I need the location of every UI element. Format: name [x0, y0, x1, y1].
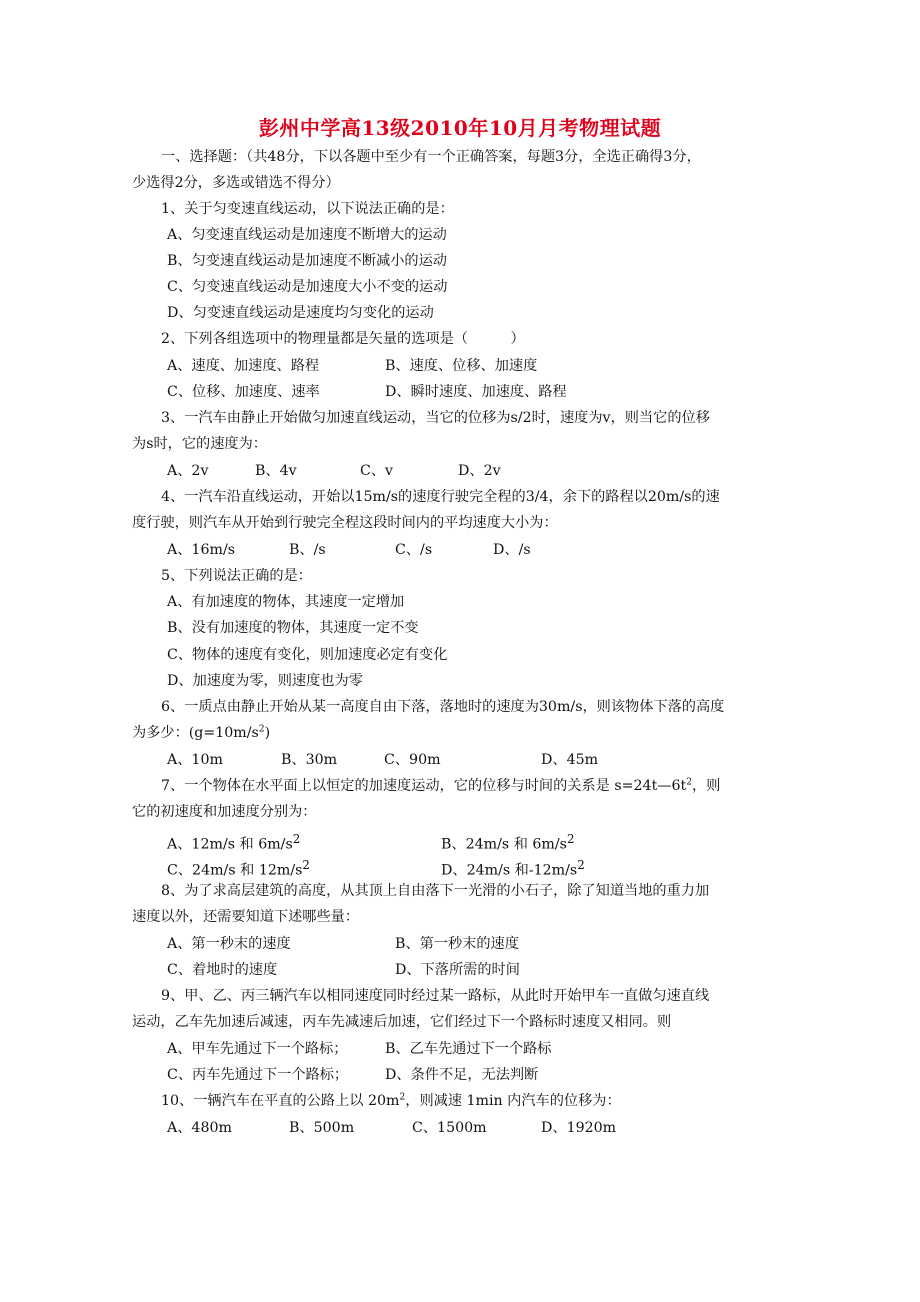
q9-option-b: B、乙车先通过下一个路标	[385, 1041, 552, 1057]
q8-options-row2	[167, 960, 767, 980]
q10-options-row	[167, 1118, 767, 1138]
q9-options-row2	[167, 1065, 767, 1085]
q1-option-c: C、匀变速直线运动是加速度大小不变的运动	[167, 279, 448, 295]
q10-stem-end: ，则减速 1min 内汽车的位移为：	[405, 1093, 621, 1109]
q8-stem-line1: 8、为了求高层建筑的高度，从其顶上自由落下一光滑的小石子，除了知道当地的重力加	[161, 883, 710, 899]
q3-option-b: B、4v	[255, 463, 297, 479]
q5-option-a: A、有加速度的物体，其速度一定增加	[167, 594, 405, 610]
q4-option-c: C、/s	[395, 542, 433, 558]
q9-option-c: C、丙车先通过下一个路标；	[167, 1067, 349, 1083]
q1-option-a: A、匀变速直线运动是加速度不断增大的运动	[167, 227, 447, 243]
q4-option-a: A、16m/s	[167, 542, 236, 558]
q7-options-row2	[167, 855, 787, 879]
q6-option-b: B、30m	[281, 752, 338, 768]
q6-option-d: D、45m	[541, 752, 599, 768]
q8-stem-line2: 速度以外，还需要知道下述哪些量：	[132, 909, 360, 925]
q6-stem-text: 为多少：(g=10m/s	[132, 725, 259, 741]
q7-option-b-exponent: 2	[566, 832, 575, 846]
q7-option-c-exponent: 2	[302, 858, 310, 872]
q10-option-a: A、480m	[167, 1120, 232, 1136]
q2-option-a: A、速度、加速度、路程	[167, 358, 320, 374]
q10-option-c: C、1500m	[412, 1120, 487, 1136]
q4-option-d: D、/s	[493, 542, 531, 558]
q4-stem-line1: 4、一汽车沿直线运动，开始以15m/s的速度行驶完全程的3/4，余下的路程以20m/s的速	[161, 489, 720, 505]
q8-option-b: B、第一秒末的速度	[395, 936, 519, 952]
q6-option-c: C、90m	[384, 752, 441, 768]
q5-option-b: B、没有加速度的物体，其速度一定不变	[167, 620, 419, 636]
q7-option-d-text: D、24m/s 和-12m/s	[441, 862, 578, 879]
q2-option-c: C、位移、加速度、速率	[167, 384, 320, 400]
q6-stem-line2	[132, 723, 270, 743]
q7-stem-exponent: 2	[686, 777, 692, 788]
q5-stem: 5、下列说法正确的是：	[161, 568, 312, 584]
q4-stem-line2: 度行驶，则汽车从开始到行驶完全程这段时间内的平均速度大小为：	[132, 515, 558, 531]
q10-stem-exponent: 2	[399, 1092, 406, 1103]
q7-option-a-text: A、12m/s 和 6m/s	[167, 836, 293, 853]
q7-stem-text: 7、一个物体在水平面上以恒定的加速度运动，它的位移与时间的关系是 s=24t—6t	[161, 778, 687, 794]
q7-option-c-text: C、24m/s 和 12m/s	[167, 862, 303, 879]
q3-stem-line2: 为s时，它的速度为：	[132, 436, 267, 452]
q7-stem-end: ，则	[691, 778, 721, 794]
q6-stem-close: )	[264, 725, 271, 741]
q10-option-d: D、1920m	[541, 1120, 617, 1136]
q2-option-d: D、瞬时速度、加速度、路程	[385, 384, 567, 400]
q3-option-a: A、2v	[167, 463, 209, 479]
q6-option-a: A、10m	[167, 752, 223, 768]
q7-stem-line1	[161, 776, 720, 796]
q2-option-b: B、速度、位移、加速度	[385, 358, 538, 374]
q4-options-row	[167, 540, 767, 560]
q4-option-b: B、/s	[289, 542, 326, 558]
q9-option-d: D、条件不足，无法判断	[385, 1067, 539, 1083]
q1-option-d: D、匀变速直线运动是速度均匀变化的运动	[167, 305, 434, 321]
q5-option-c: C、物体的速度有变化，则加速度必定有变化	[167, 647, 448, 663]
q7-option-d	[441, 855, 585, 881]
q9-option-a: A、甲车先通过下一个路标；	[167, 1041, 348, 1057]
q2-options-row2	[167, 382, 767, 402]
exam-title: 彭州中学高13级2010年10月月考物理试题	[258, 116, 662, 140]
q9-stem-line1: 9、甲、乙、丙三辆汽车以相同速度同时经过某一路标，从此时开始甲车一直做匀速直线	[161, 988, 710, 1004]
q7-option-b	[441, 829, 574, 855]
q3-option-c: C、v	[360, 463, 394, 479]
q8-option-a: A、第一秒末的速度	[167, 936, 291, 952]
q7-stem-line2: 它的初速度和加速度分别为：	[132, 804, 317, 820]
q8-options-row1	[167, 934, 767, 954]
q10-stem	[161, 1091, 621, 1111]
section-heading-line1: 一、选择题：（共48分，下以各题中至少有一个正确答案，每题3分，全选正确得3分，	[161, 149, 701, 165]
q10-stem-text: 10、一辆汽车在平直的公路上以 20m	[161, 1093, 400, 1109]
q2-options-row1	[167, 356, 767, 376]
q9-options-row1	[167, 1039, 767, 1059]
q7-option-a	[167, 829, 300, 855]
section-heading-line2: 少选得2分，多选或错选不得分）	[132, 175, 340, 191]
q10-option-b: B、500m	[289, 1120, 355, 1136]
q5-option-d: D、加速度为零，则速度也为零	[167, 673, 363, 689]
q6-stem-line1: 6、一质点由静止开始从某一高度自由下落，落地时的速度为30m/s，则该物体下落的高度	[161, 699, 725, 715]
q6-options-row	[167, 750, 767, 770]
q6-exponent: 2	[258, 724, 265, 735]
q9-stem-line2: 运动，乙车先加速后减速，丙车先减速后加速，它们经过下一个路标时速度又相同。则	[132, 1014, 672, 1030]
q1-option-b: B、匀变速直线运动是加速度不断减小的运动	[167, 253, 447, 269]
q3-options-row	[167, 461, 767, 481]
q7-option-d-exponent: 2	[577, 858, 585, 872]
q7-option-b-text: B、24m/s 和 6m/s	[441, 836, 567, 853]
q8-option-c: C、着地时的速度	[167, 962, 278, 978]
q3-option-d: D、2v	[458, 463, 501, 479]
q7-options-row1	[167, 829, 787, 853]
q7-option-a-exponent: 2	[292, 832, 301, 846]
q3-stem-line1: 3、一汽车由静止开始做匀加速直线运动，当它的位移为s/2时，速度为v，则当它的位移	[161, 410, 710, 426]
q8-option-d: D、下落所需的时间	[395, 962, 520, 978]
q2-stem: 2、下列各组选项中的物理量都是矢量的选项是（ ）	[161, 331, 525, 347]
q7-option-c	[167, 855, 310, 881]
q1-stem: 1、关于匀变速直线运动，以下说法正确的是：	[161, 201, 454, 217]
